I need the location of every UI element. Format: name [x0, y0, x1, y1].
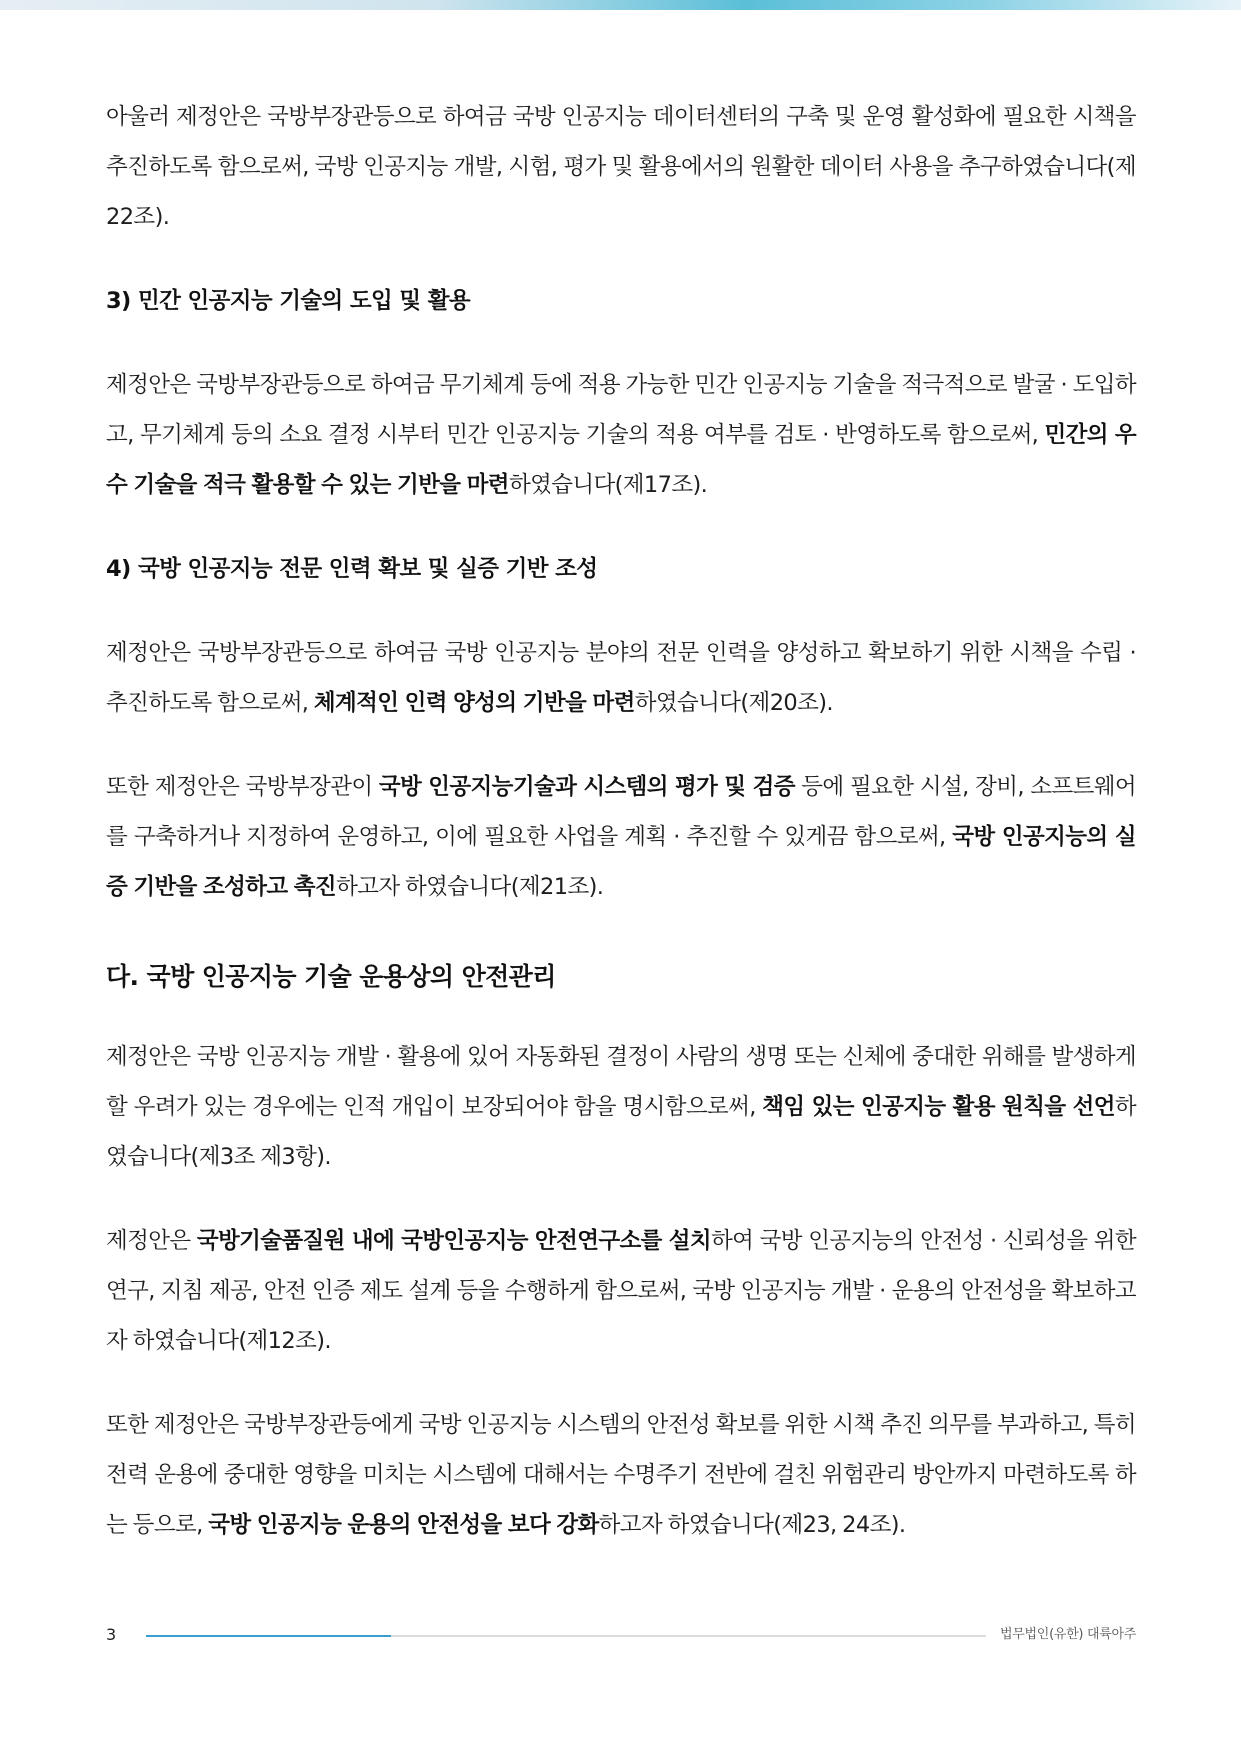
spacer — [106, 1182, 1136, 1216]
paragraph-text: 하였습니다(제20조). — [634, 690, 833, 716]
paragraph-text: 제정안은 국방부장관등으로 하여금 무기체계 등에 적용 가능한 민간 인공지능 기술을 적극적으로 발굴 · 도입하고, 무기체계 등의 소요 결정 시부터 민간 인공지능 기술의 적용 여부를 검토 · 반영하도록 함으로써, — [106, 372, 1136, 448]
footer-divider — [146, 1635, 986, 1637]
paragraph-verification — [106, 762, 1136, 912]
paragraph-safety-institute — [106, 1216, 1136, 1366]
paragraph-text: 아울러 제정안은 국방부장관등으로 하여금 국방 인공지능 데이터센터의 구축 및 운영 활성화에 필요한 시책을 추진하도록 함으로써, 국방 인공지능 개발, 시험, 평가 및 활용에서의 원활한 데이터 사용을 추구하였습니다(제22조). — [106, 104, 1136, 230]
emphasis-text: 민간의 우수 기술을 적극 활용할 수 있는 기반을 마련 — [106, 422, 1136, 498]
paragraph-text: 하였습니다(제17조). — [508, 472, 708, 498]
paragraph-workforce — [106, 628, 1136, 728]
subheading-workforce: 4) 국방 인공지능 전문 인력 확보 및 실증 기반 조성 — [106, 556, 598, 582]
subheading-civilian-ai: 3) 민간 인공지능 기술의 도입 및 활용 — [106, 288, 471, 314]
paragraph-text: 하고자 하였습니다(제23, 24조). — [598, 1512, 906, 1538]
section-heading-safety: 다. 국방 인공지능 기술 운용상의 안전관리 — [106, 962, 556, 991]
paragraph-text: 제정안은 — [106, 1228, 197, 1254]
emphasis-text: 국방기술품질원 내에 국방인공지능 안전연구소를 설치 — [196, 1228, 712, 1254]
emphasis-text: 책임 있는 인공지능 활용 원칙을 선언 — [762, 1094, 1115, 1120]
firm-name: 법무법인(유한) 대륙아주 — [1000, 1627, 1136, 1642]
emphasis-text: 체계적인 인력 양성의 기반을 마련 — [313, 690, 635, 716]
spacer — [106, 510, 1136, 544]
paragraph-data-center — [106, 92, 1136, 242]
top-gradient-bar — [0, 0, 1241, 10]
paragraph-text: 하여 국방 인공지능의 안전성 · 신뢰성을 위한 연구, 지침 제공, 안전 인증 제도 설계 등을 수행하게 함으로써, 국방 인공지능 개발 · 운용의 안전성을 확보하고자 하였습니다(제12조). — [106, 1228, 1136, 1354]
paragraph-text: 또한 제정안은 국방부장관이 — [106, 774, 379, 800]
paragraph-text: 등에 필요한 시설, 장비, 소프트웨어를 구축하거나 지정하여 운영하고, 이에 필요한 사업을 계획 · 추진할 수 있게끔 함으로써, — [106, 774, 1136, 850]
spacer — [106, 728, 1136, 762]
page-footer — [106, 1620, 1136, 1650]
spacer — [106, 1366, 1136, 1400]
paragraph-risk-management — [106, 1400, 1136, 1550]
paragraph-text: 하였습니다(제3조 제3항). — [106, 1094, 1136, 1170]
paragraph-text: 또한 제정안은 국방부장관등에게 국방 인공지능 시스템의 안전성 확보를 위한 시책 추진 의무를 부과하고, 특히 전력 운용에 중대한 영향을 미치는 시스템에 대해서는 수명주기 전반에 걸친 위험관리 방안까지 마련하도록 하는 등으로, — [106, 1412, 1136, 1538]
paragraph-text: 제정안은 국방 인공지능 개발 · 활용에 있어 자동화된 결정이 사람의 생명 또는 신체에 중대한 위해를 발생하게 할 우려가 있는 경우에는 인적 개입이 보장되어야 함을 명시함으로써, — [106, 1044, 1136, 1120]
paragraph-text: 제정안은 국방부장관등으로 하여금 국방 인공지능 분야의 전문 인력을 양성하고 확보하기 위한 시책을 수립 · 추진하도록 함으로써, — [106, 640, 1136, 716]
paragraph-text: 하고자 하였습니다(제21조). — [336, 874, 604, 900]
spacer — [106, 326, 1136, 360]
footer-divider-accent — [146, 1635, 391, 1637]
spacer — [106, 1002, 1136, 1032]
page-number: 3 — [106, 1625, 117, 1644]
spacer — [106, 594, 1136, 628]
paragraph-civilian-ai — [106, 360, 1136, 510]
emphasis-text: 국방 인공지능기술과 시스템의 평가 및 검증 — [378, 774, 795, 800]
emphasis-text: 국방 인공지능의 실증 기반을 조성하고 촉진 — [106, 824, 1137, 900]
spacer — [106, 912, 1136, 952]
paragraph-human-intervention — [106, 1032, 1136, 1182]
emphasis-text: 국방 인공지능 운용의 안전성을 보다 강화 — [208, 1512, 599, 1538]
document-body — [106, 92, 1136, 1550]
spacer — [106, 242, 1136, 276]
